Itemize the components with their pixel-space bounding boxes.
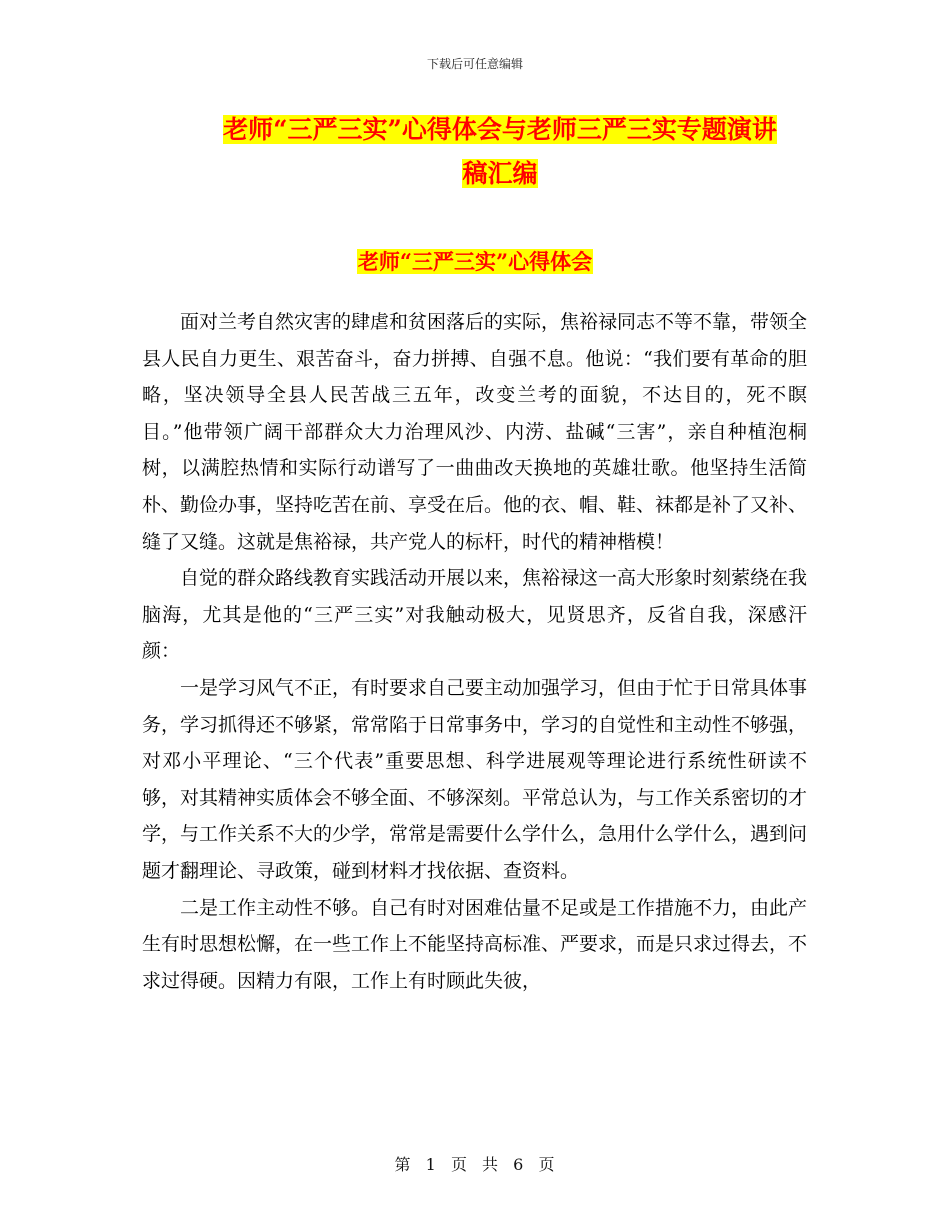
document-title-line-2: 稿汇编 <box>462 159 538 188</box>
document-title <box>150 108 850 196</box>
footer-label-unit: 页 <box>450 1155 468 1174</box>
footer-label-unit-2: 页 <box>538 1155 556 1174</box>
footer-total-pages: 6 <box>513 1155 525 1174</box>
paragraph: 一是学习风气不正，有时要求自己要主动加强学习，但由于忙于日常具体事务，学习抓得还不够紧，常常陷于日常事务中，学习的自觉性和主动性不够强，对邓小平理论、“三个代表”重要思想、科学进展观等理论进行系统性研读不够，对其精神实质体会不够全面、不够深刻。平常总认为，与工作关系密切的才学，与工作关系不大的少学，常常是需要什么学什么，急用什么学什么，遇到问题才翻理论、寻政策，碰到材料才找依据、查资料。 <box>142 676 808 882</box>
section-title-text: 老师“三严三实”心得体会 <box>357 249 593 274</box>
page-footer <box>0 1152 950 1175</box>
paragraph: 二是工作主动性不够。自己有时对困难估量不足或是工作措施不力，由此产生有时思想松懈，在一些工作上不能坚持高标准、严要求，而是只求过得去，不求过得硬。因精力有限，工作上有时顾此失彼， <box>142 896 808 992</box>
footer-current-page: 1 <box>425 1155 437 1174</box>
footer-label-page: 第 <box>394 1155 412 1174</box>
section-title <box>0 242 950 282</box>
paragraph: 自觉的群众路线教育实践活动开展以来，焦裕禄这一高大形象时刻萦绕在我脑海，尤其是他的“三严三实”对我触动极大，见贤思齐，反省自我，深感汗颜： <box>142 567 808 663</box>
footer-label-total: 共 <box>482 1155 500 1174</box>
document-body <box>142 304 807 999</box>
paragraph: 面对兰考自然灾害的肆虐和贫困落后的实际，焦裕禄同志不等不靠，带领全县人民自力更生、艰苦奋斗，奋力拼搏、自强不息。他说：“我们要有革命的胆略，坚决领导全县人民苦战三五年，改变兰考的面貌，不达目的，死不瞑目。”他带领广阔干部群众大力治理风沙、内涝、盐碱“三害”，亲自种植泡桐树，以满腔热情和实际行动谱写了一曲曲改天换地的英雄壮歌。他坚持生活简朴、勤俭办事，坚持吃苦在前、享受在后。他的衣、帽、鞋、袜都是补了又补、缝了又缝。这就是焦裕禄，共产党人的标杆，时代的精神楷模！ <box>142 311 808 553</box>
document-title-line-1: 老师“三严三实”心得体会与老师三严三实专题演讲 <box>223 115 777 144</box>
header-note: 下载后可任意编辑 <box>426 57 523 71</box>
